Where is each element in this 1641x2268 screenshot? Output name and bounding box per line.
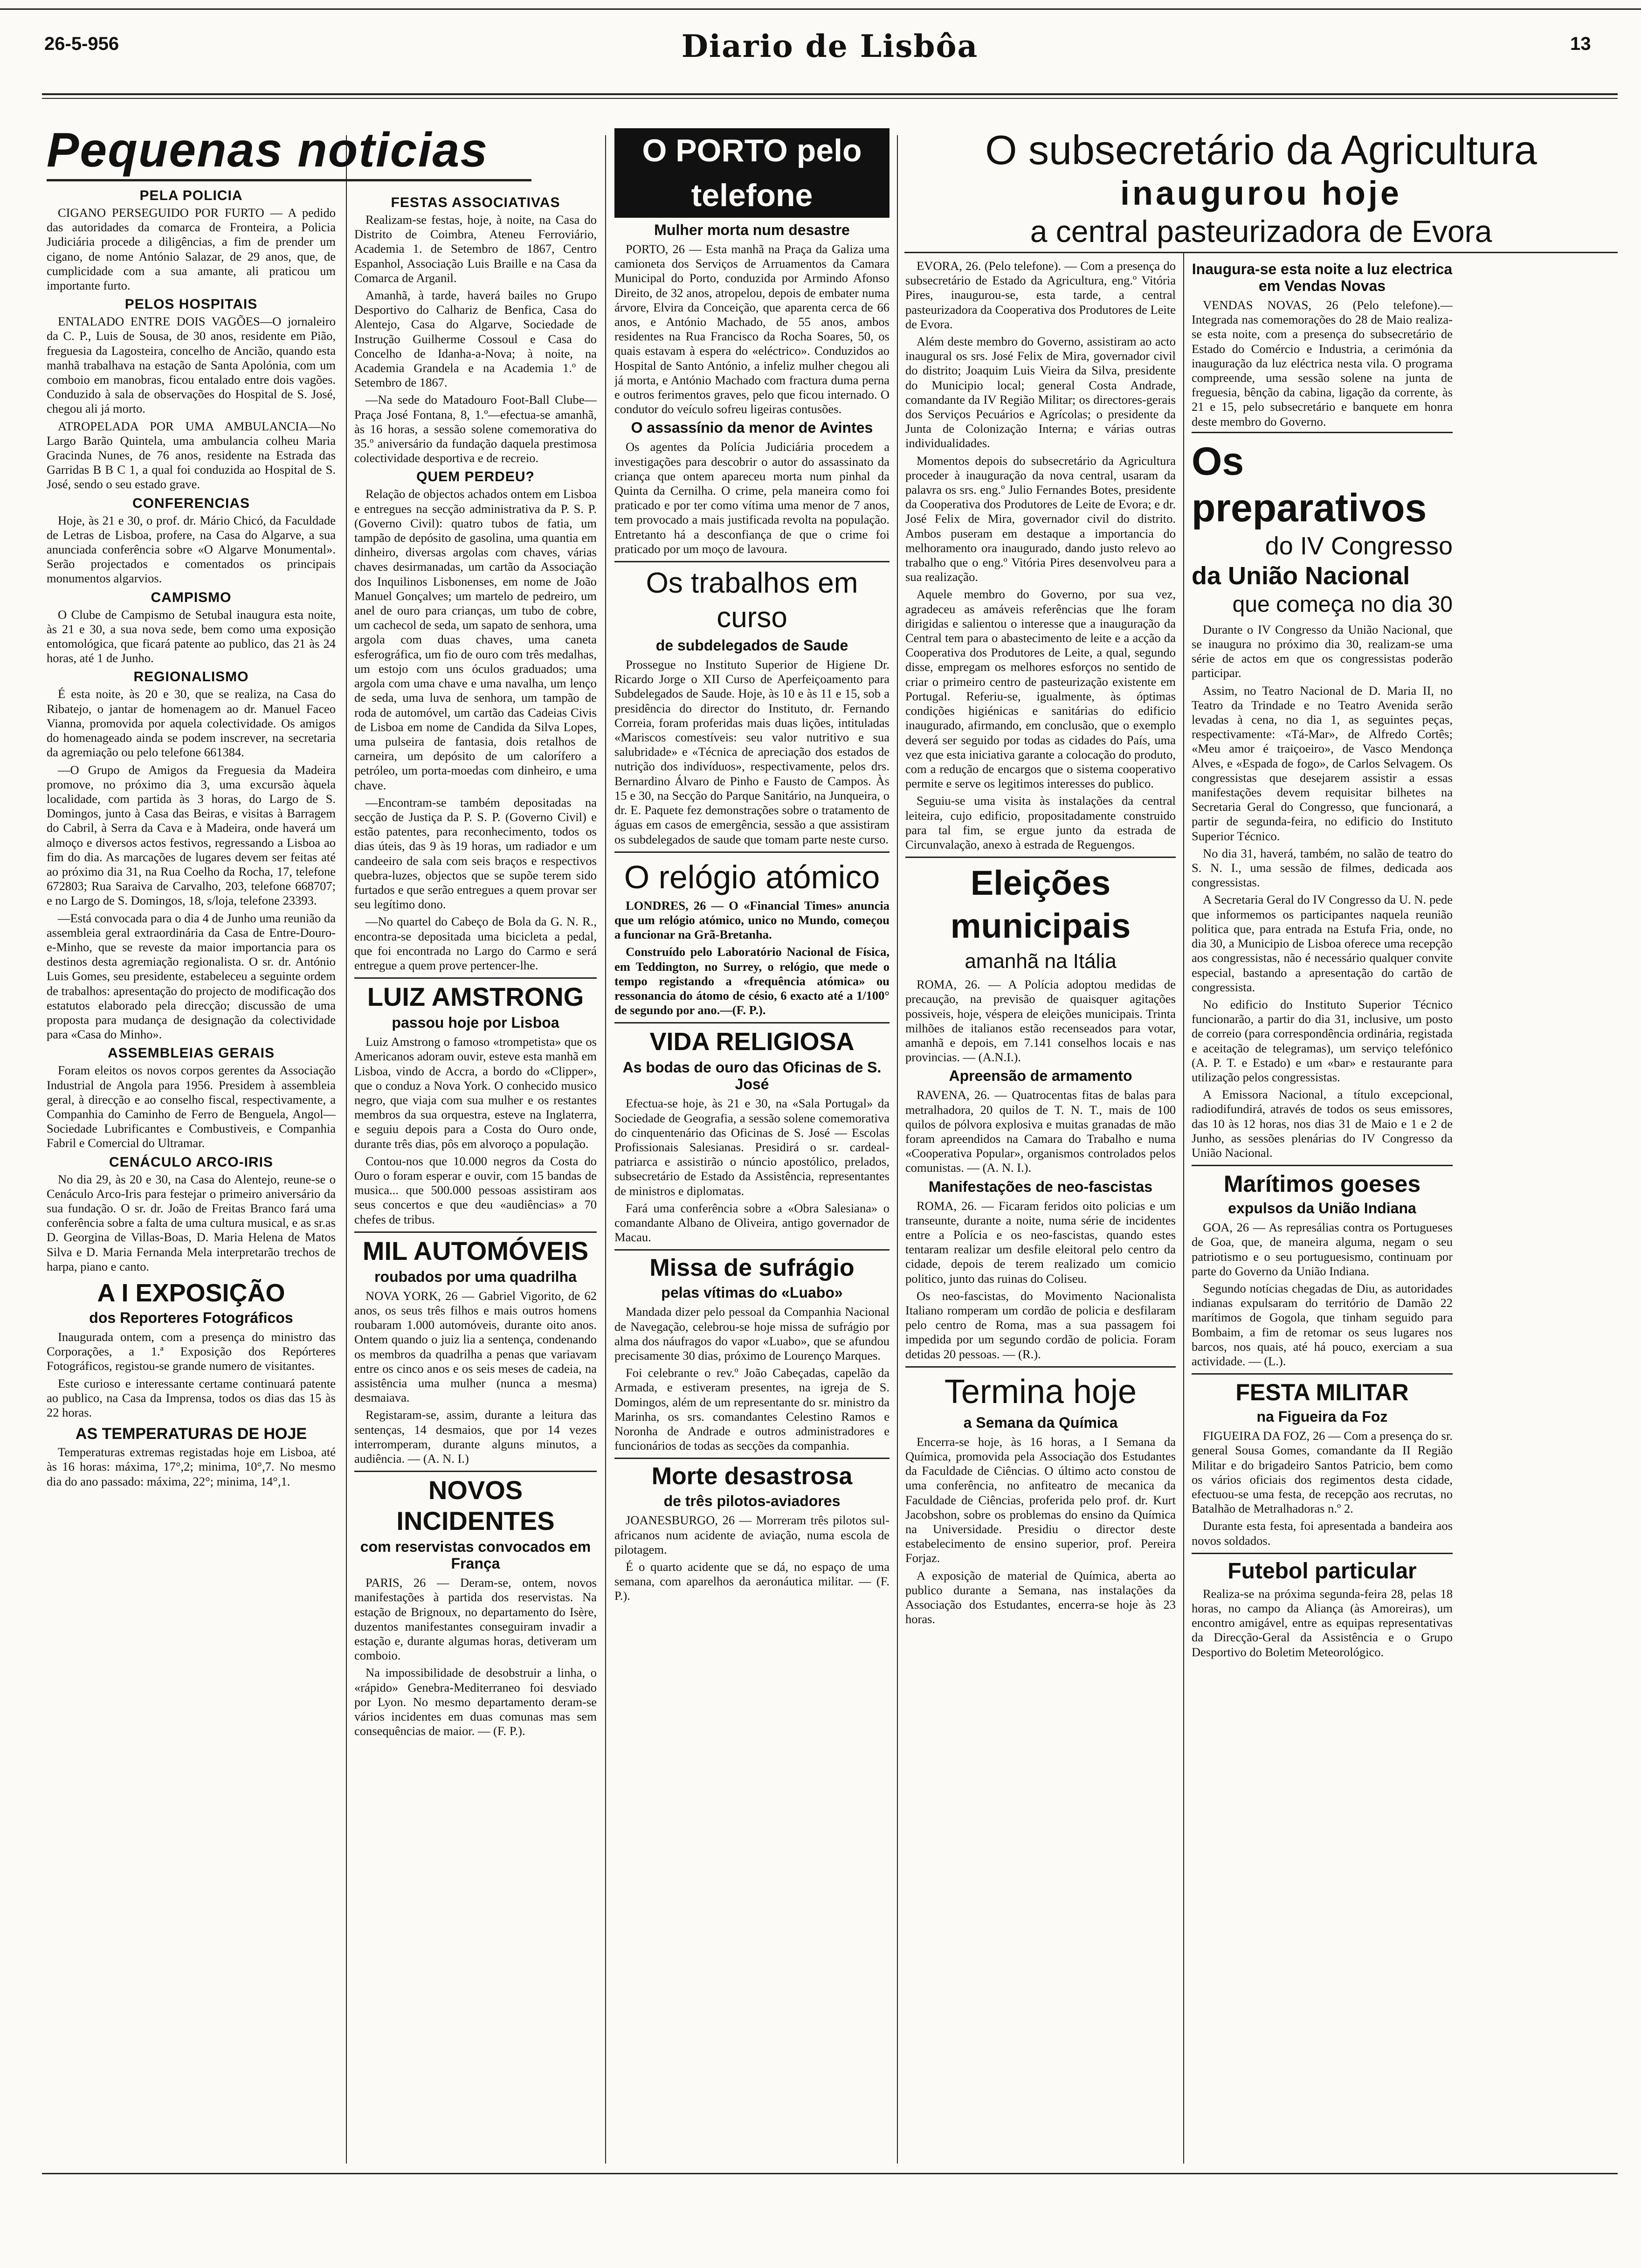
article-text: Realizam-se festas, hoje, à noite, na Casa do Distrito de Coimbra, Ateneu Ferroviário, Academia 1. de Setembro de 1867, Centro Espanhol, Associação Luis Braille e na Casa da Comarca de Arganil. [354,213,597,285]
title-underline [47,179,531,181]
headline-iv-congresso: do IV Congresso [1265,532,1453,560]
subheadline-vendas-novas: Inaugura-se esta noite a luz electrica em Vendas Novas [1192,261,1453,294]
headline-novos-incidentes: NOVOS INCIDENTES [354,1471,597,1536]
article-text: Na impossibilidade de desobstruir a linha, o «rápido» Genebra-Mediterraneo foi desviado por Lyon. No mesmo departamento deram-se vários incidentes em duas comunas mas sem consequências de maior. — (F. P.). [354,1666,597,1738]
subheadline-luiz-amstrong: passou hoje por Lisboa [392,1014,559,1031]
banner-underline [904,252,1618,253]
issue-date: 26-5-956 [44,34,119,54]
heading-quem-perdeu: QUEM PERDEU? [416,469,535,485]
article-text: LONDRES, 26 — O «Financial Times» anuncia que um relógio atómico, unico no Mundo, começou a funcionar na Grã-Bretanha. [614,898,889,942]
article-text: A Emissora Nacional, a título excepcional, radiodifundirá, através de todos os seus emissores, das 10 às 12 horas, nos dias 31 de Maio e 1 e 2 de Junho, as sessões plenárias do IV Congresso da União Nacional. [1192,1087,1453,1160]
subheadline-italia: amanhã na Itália [965,950,1117,973]
header-rule [42,93,1618,95]
subheadline-mil-automoveis: roubados por uma quadrilha [374,1268,577,1285]
article-text: Prossegue no Instituto Superior de Higiene Dr. Ricardo Jorge o XII Curso de Aperfeiçoamento para Subdelegados de Saude. Hoje, às 10 e às 11 e 15, sob a presidência do director do Instituto, dr. Fernando Correia, foram proferidas mais duas lições, intituladas «Mariscos comestíveis: seu valor nutritivo e sua salubridade» e «Técnica de apreciação dos estados de nutrição dos indivíduos», respectivamente, pelos drs. Bernardino Álvaro de Pinho e Fausto de Campos. Às 15 e 30, na Secção do Parque Sanitário, na Junqueira, o dr. E. Paquete fez demonstrações sobre o tratamento de águas em casos de emergência, sessão a que assistiram os subdelegados de saude que tomam parte neste curso. [614,657,889,846]
column-3 [614,128,889,2171]
heading-campismo: CAMPISMO [151,589,232,605]
article-text: RAVENA, 26. — Quatrocentas fitas de balas para metralhadora, 20 quilos de T. N. T., mais de 100 quilos de pólvora explosiva e muitas granadas de mão foram apreendidos na Camara do Trabalho e numa «Cooperativa Popular», organismos controlados pelos comunistas. — (A. N. I.). [905,1088,1176,1175]
article-text: Foi celebrante o rev.º João Cabeçadas, capelão da Armada, e estiveram presentes, na igreja de S. Domingos, além de um representante do sr. ministro da Marinha, os srs. comandantes Celestino Ramos e Noronha de Andrade e outros administradores e funcionários de todas as secções da companhia. [614,1366,889,1453]
article-text: Os agentes da Polícia Judiciária procedem a investigações para descobrir o autor do assassinato da criança que ontem apareceu morta num pinhal da Quinta da Cernilha. O crime, pela maneira como foi praticado e por ter como vítima uma menor de 7 anos, tem provocado a mais justificada revolta na população. Entretanto há a desconfiança de que o crime foi praticado por um moço de lavoura. [614,440,889,556]
heading-regionalismo: REGIONALISMO [133,669,249,685]
bottom-rule [42,2173,1618,2174]
article-text: ROMA, 26. — Ficaram feridos oito policias e um transeunte, durante a noite, numa série de incidentes entre a Polícia e os neo-fascistas, quando estes tentaram realizar um desfile eleitoral pelo centro da cidade, depois de terem realizado um comicio politico, junto das ruinas do Coliseu. [905,1198,1176,1286]
subheadline-figueira-da-foz: na Figueira da Foz [1256,1408,1388,1425]
article-text: FIGUEIRA DA FOZ, 26 — Com a presença do sr. general Sousa Gomes, comandante da II Região Militar e do brigadeiro Santos Patricio, bem como os vários oficiais dos regimentos desta cidade, efectuou-se uma festa, de recepção aos recrutas, no Batalhão de Metralhadoras n.º 2. [1192,1429,1453,1516]
heading-pelos-hospitais: PELOS HOSPITAIS [124,297,258,312]
article-text: O Clube de Campismo de Setubal inaugura esta noite, às 21 e 30, a sua nova sede, bem como uma exposição entomológica, que ficará patente ao publico, das 21 às 24 horas, até 1 de Junho. [47,607,336,665]
article-text: Seguiu-se uma visita às instalações da central leiteira, cujo edificio, propositadamente construido para tal fim, se ergue junto da estrada de Circunvalação, anexo à estrada de Reguengos. [905,794,1176,851]
article-text: Inaugurada ontem, com a presença do ministro das Corporações, a 1.ª Exposição dos Repórteres Fotográficos, registou-se grande numero de visitantes. [47,1330,336,1373]
headline-subsecretario: O subsecretário da Agricultura [985,127,1537,173]
article-text: Segundo notícias chegadas de Diu, as autoridades indianas expulsaram do território de Damão 22 marítimos de Gogola, que tinham seguido para Bombaim, a fim de retomar os seus lugares nos barcos, nos quais, até há pouco, exerciam a sua actividade. — (L.). [1192,1281,1453,1368]
headline-central-pasteurizadora: a central pasteurizadora de Evora [1030,214,1492,249]
article-text: Contou-nos que 10.000 negros da Costa do Ouro o foram esperar e ouvir, com 15 bandas de musica... que 500.000 pessoas assistiram aos seus concertos e que deu «audiências» a 70 chefes de tribus. [354,1154,597,1226]
top-rule [0,8,1641,10]
heading-festas-associativas: FESTAS ASSOCIATIVAS [391,195,560,210]
headline-festa-militar: FESTA MILITAR [1192,1373,1453,1406]
article-text: No dia 31, haverá, também, no salão de teatro do S. N. I., uma sessão de filmes, dedicada aos congressistas. [1192,846,1453,890]
article-text: CIGANO PERSEGUIDO POR FURTO — A pedido das autoridades da comarca de Fronteira, a Policia Judiciária procede a diligências, a fim de prender um cigano, de nome António Salazar, de 29 anos, que, de cumplicidade com a sua amante, ali praticou um importante furto. [47,206,336,293]
article-text: Amanhã, à tarde, haverá bailes no Grupo Desportivo do Calhariz de Benfica, Casa do Alentejo, Casa do Algarve, Sociedade de Instrução Guilherme Cossoul e Casa do Concelho de Idanha-a-Nova; à noite, na Academia Grandela e na Academia 1.º de Setembro de 1867. [354,288,597,390]
article-text: NOVA YORK, 26 — Gabriel Vigorito, de 62 anos, os seus três filhos e mais outros homens roubaram 1.000 automóveis, durante oito anos. Ontem quando o juiz lia a sentença, condenando os membros da quadrilha a penas que variavam entre os cinco anos e os seis meses de cadeia, na assistência uma mulher (nunca a mesma) desmaiava. [354,1288,597,1405]
subheadline-semana-quimica: a Semana da Química [963,1414,1118,1431]
article-text: Mandada dizer pelo pessoal da Companhia Nacional de Navegação, celebrou-se hoje missa de sufrágio por alma dos náufragos do vapor «Luabo», que se afundou precisamente 30 dias, próximo de Lourenço Marques. [614,1305,889,1362]
headline-futebol-particular: Futebol particular [1192,1553,1453,1585]
newspaper-masthead: Diario de Lisbôa [681,28,979,64]
article-text: Foram eleitos os novos corpos gerentes da Associação Industrial de Angola para 1956. Presidem à assembleia geral, à direcção e ao conselho fiscal, respectivamente, a Companhia do Caminho de Ferro de Benguela, Angol—Sociedade Lubrificantes e Combustiveis, e Companhia Fabril e Comercial do Ultramar. [47,1063,336,1150]
article-text: Aquele membro do Governo, por sua vez, agradeceu as amáveis referências que lhe foram dirigidas e salientou o interesse que a inauguração da Central tem para o abastecimento de leite e a acção da Cooperativa dos Produtores de Leite, a qual, segundo disse, empregam os melhores esforços no sentido de criar o primeiro centro de pasteurização existente em Portugal. Referiu-se, igualmente, às óptimas condições higiénicas e sanitárias do edificio inaugurado, afirmando, em conclusão, que o exemplo deverá ser seguido por todas as cidades do País, uma vez que esta iniciativa garante a colocação do produto, com a redução de encargos que o sistema cooperativo permite e serve os legitimos interesses do publico. [905,587,1176,791]
headline-morte-desastrosa: Morte desastrosa [614,1458,889,1491]
article-text: —O Grupo de Amigos da Freguesia da Madeira promove, no próximo dia 3, uma excursão àquela localidade, com partida às 3 horas, do Largo de S. Domingos, junto à Casa das Beiras, e visitas à Barragem do Cabril, à Serra da Cava e à Madeira, onde haverá um almoço e diversos actos festivos, regressando a Lisboa ao fim do dia. As marcações de lugares devem ser feitas até ao próximo dia 31, na Rua Coelho da Rocha, 17, telefone 672803; Rua Saraiva de Carvalho, 203, telefone 668707; e no Largo de S. Domingos, 18, s/loja, telefone 23393. [47,762,336,908]
article-text: —No quartel do Cabeço de Bola da G. N. R., encontra-se depositada uma bicicleta a pedal, que foi encontrada no Largo do Carmo e será entregue a quem prove pertencer-lhe. [354,914,597,972]
heading-cenaculo-arco-iris: CENÁCULO ARCO-IRIS [109,1154,273,1170]
article-text: JOANESBURGO, 26 — Morreram três pilotos sul-africanos num acidente de aviação, numa escola de pilotagem. [614,1513,889,1556]
headline-comeca-dia-30: que começa no dia 30 [1232,592,1453,617]
subheadline-mulher-morta: Mulher morta num desastre [654,221,850,238]
article-text: Durante o IV Congresso da União Nacional, que se inaugura no próximo dia 30, realizam-se uma série de actos em que os congressistas poderão participar. [1192,622,1453,680]
headline-trabalhos-em-curso: Os trabalhos em curso [614,561,889,635]
article-text: No edificio do Instituto Superior Técnico funcionarão, a partir do dia 31, inclusive, um posto de correio (para correspondência ordinária, registada e aceitação de telegramas), um serviço telefónico (A. P. T. e Estado) e um «bar» e restaurante para utilização pelos congressistas. [1192,997,1453,1084]
article-text: Realiza-se na próxima segunda-feira 28, pelas 18 horas, no campo da Aliança (às Amoreiras), um encontro amigável, entre as equipas representativas da Direcção-Geral da Assistência e o Grupo Desportivo do Boletim Meteorológico. [1192,1586,1453,1659]
article-text: Temperaturas extremas registadas hoje em Lisboa, até às 16 horas: máxima, 17°,2; minima, 10°,7. No mesmo dia do ano passado: máxima, 22°; minima, 14°,1. [47,1445,336,1488]
subheadline-assassinio-menor: O assassínio da menor de Avintes [631,419,873,436]
column-rule [605,135,606,2164]
page-number: 13 [1570,34,1591,54]
article-text: A exposição de material de Química, aberta ao publico durante a Semana, nas instalações da Associação dos Estudantes, encerra-se hoje às 23 horas. [905,1568,1176,1626]
article-text: No dia 29, às 20 e 30, na Casa do Alentejo, reune-se o Cenáculo Arco-Iris para festejar o primeiro aniversário da sua fundação. O sr. dr. João de Freitas Branco fará uma conferência sobre a falta de uma cultura musical, e as sr.as D. Georgina de Villas-Boas, D. Maria Helena de Matos Silva e D. Maria Fernanda Mela interpretarão trechos de harpa, piano e canto. [47,1172,336,1273]
heading-assembleias-gerais: ASSEMBLEIAS GERAIS [107,1045,275,1061]
article-text: PORTO, 26 — Esta manhã na Praça da Galiza uma camioneta dos Serviços de Arruamentos da Camara Municipal do Porto, conduzida por Armindo Afonso Direito, de 32 anos, atropelou, depois de embater numa árvore, Elvira da Conceição, que aparenta cerca de 66 anos, e António Machado, de 55 anos, ambos residentes na Rua Francisco da Rocha Soares, 50, os quais estavam à espera do «eléctrico». Conduzidos ao Hospital de Santo António, a infeliz mulher chegou ali já morta, e António Machado com fractura duma perna e outros ferimentos graves, pelo que ficou internado. O condutor do veículo sofreu ligeiras contusões. [614,242,889,416]
headline-maritimos-goeses: Marítimos goeses [1192,1165,1453,1198]
subheadline-exposicao: dos Reporteres Fotográficos [89,1309,293,1326]
column-1 [47,184,336,2171]
headline-preparativos: Os preparativos [1192,432,1453,531]
subheadline-apreensao: Apreensão de armamento [949,1067,1132,1085]
article-text: Momentos depois do subsecretário da Agricultura proceder à inauguração da nova central, usaram da palavra os srs. eng.º Julio Fernandes Botes, presidente da Cooperativa dos Produtores de Leite de Evora; e dr. José Felix de Mira, governador civil do distrito. Ambos puseram em destaque a importancia do melhoramento ora inaugurado, dando justo relevo ao trabalho que o eng.º Vitória Pires desenvolveu para a sua realização. [905,453,1176,584]
headline-temperaturas: AS TEMPERATURAS DE HOJE [75,1425,307,1443]
article-text: Hoje, às 21 e 30, o prof. dr. Mário Chicó, da Faculdade de Letras de Lisboa, profere, na Casa do Algarve, a sua anunciada conferência sobre «O Algarve Monumental». Serão projectados e comentados os principais monumentos algarvios. [47,513,336,586]
heading-pela-policia: PELA POLICIA [139,188,243,203]
article-text: Construído pelo Laboratório Nacional de Física, em Teddington, no Surrey, o relógio, que mede o tempo registando a «frequência atómica» ou ressonancia do átomo de césio, 6 exacto até a 1/100° de segundo por ano.—(F. P.). [614,945,889,1017]
column-5 [1192,259,1453,2171]
article-text: EVORA, 26. (Pelo telefone). — Com a presença do subsecretário de Estado da Agricultura, eng.º Vitória Pires, inaugurou-se, esta tarde, a central pasteurizadora da Cooperativa dos Produtores de Leite de Evora. [905,259,1176,331]
article-text: Efectua-se hoje, às 21 e 30, na «Sala Portugal» da Sociedade de Geografia, a sessão solene comemorativa do cinquentenário das Oficinas de S. José — Escolas Profissionais Salesianas. Presidirá o sr. cardeal-patriarca e assistirão o núncio apostólico, prelados, subsecretário de Estado da Assistência, representantes de ministros e diplomatas. [614,1096,889,1198]
article-text: Registaram-se, assim, durante a leitura das sentenças, 14 desmaios, que por 14 vezes interromperam, durante alguns minutos, a audiência. — (A. N. I.) [354,1408,597,1466]
headline-luiz-amstrong: LUIZ AMSTRONG [354,977,597,1012]
article-text: Os neo-fascistas, do Movimento Nacionalista Italiano romperam um cordão de policia e desfilaram pelo centro de Roma, mas a sua passagem foi impedida por um segundo cordão de policia. Foram detidas 20 pessoas. — (R.). [905,1288,1176,1361]
headline-vida-religiosa: VIDA RELIGIOSA [614,1022,889,1057]
headline-inaugurou-hoje: inaugurou hoje [1120,175,1402,212]
article-text: Assim, no Teatro Nacional de D. Maria II, no Teatro da Trindade e no Teatro Avenida serão levadas à cena, no dia 1, as seguintes peças, respectivamente: «Tá-Mar», de Alfredo Cortês; «Meu amor é traiçoeiro», de Vasco Mendonça Alves, e «Espada de fogo», de Carlos Selvagem. Os congressistas que desejarem assistir a essas manifestações devem requisitar bilhetes na Secretaria Geral do Congresso, que funcionará, a partir de segunda-feira, no edificio do Instituto Superior Técnico. [1192,683,1453,843]
article-text: ENTALADO ENTRE DOIS VAGÕES—O jornaleiro da C. P., Luis de Sousa, de 30 anos, residente em Pião, freguesia da Lagosteira, concelho de Ancião, quando esta manhã trabalhava na estação de Santa Apolónia, com um comboio em manobras, ficou entalado entre dois vagões. Conduzido à sala de observações do Hospital de S. José, chegou ali já morto. [47,314,336,416]
headline-mil-automoveis: MIL AUTOMÓVEIS [354,1231,597,1266]
headline-uniao-nacional: da União Nacional [1192,561,1410,590]
article-text: Este curioso e interessante certame continuará patente ao publico, na Casa da Imprensa, todos os dias das 15 às 22 horas. [47,1376,336,1420]
headline-exposicao: A I EXPOSIÇÃO [97,1279,285,1307]
subheadline-neo-fascistas: Manifestações de neo-fascistas [928,1178,1153,1195]
column-rule [346,135,347,2164]
masthead-bar [0,0,1641,112]
subheadline-uniao-indiana: expulsos da União Indiana [1228,1200,1416,1217]
headline-relogio-atomico: O relógio atómico [614,851,889,897]
article-text: Além deste membro do Governo, assistiram ao acto inaugural os srs. José Felix de Mira, governador civil do distrito; Joaquim Luis Vieira da Silva, presidente do Municipio local; general Costa Andrade, comandante da IV Região Militar; os directores-gerais dos Serviços Pecuários e Agrícolas; o presidente da Junta de Colonização Interna; e várias outras individualidades. [905,334,1176,450]
banner-headline [904,126,1618,252]
article-text: A Secretaria Geral do IV Congresso da U. N. pede que informemos os participantes naquela reunião politica que, para entrada na Estufa Fria, onde, no dia 30, a Municipio de Lisboa oferece uma recepção aos congressistas, não é necessário qualquer convite especial, bastando a apresentação do cartão de congressista. [1192,892,1453,994]
article-text: —Está convocada para o dia 4 de Junho uma reunião da assembleia geral extraordinária da Casa de Entre-Douro-e-Minho, que se reveste da maior importancia para os destinos desta agremiação regionalista. O sr. dr. António Luis Gomes, seu presidente, estabeleceu a seguinte ordem de trabalhos: apresentação do projecto de modificação dos estatutos elaborado pela direcção; discussão de uma proposta para mudança de designação da colectividade para «Casa do Minho». [47,911,336,1042]
article-text: Relação de objectos achados ontem em Lisboa e entregues na secção administrativa da P. S. P. (Governo Civil): quatro tubos de fatia, um tampão de depósito de gasolina, uma quantia em dinheiro, diversas argolas com chaves, várias chaves desirmanadas, um cartão da Associação dos Inquilinos Lisbonenses, em nome de João Manuel Gonçalves; um martelo de pedreiro, um anel de ouro para crianças, um tubo de cobre, um cachecol de seda, um sapato de senhora, uma argola com duas chaves, uma caneta esferográfica, um fio de ouro com três medalhas, um estojo com uns óculos graduados; uma argola com uma chave e uma navalha, um lenço de seda, uma luva de senhora, um tampão de roda de automóvel, um cartão das Cadeias Civis de Lisboa em nome de Candida da Silva Lopes, uma pulseira de fantasia, dois retalhos de carneira, um depósito de um calorífero a petróleo, um porta-moedas com dinheiro, e uma chave. [354,487,597,792]
headline-termina-hoje: Termina hoje [905,1366,1176,1412]
headline-missa-de-sufragio: Missa de sufrágio [614,1249,889,1282]
article-text: ATROPELADA POR UMA AMBULANCIA—No Largo Barão Quintela, uma ambulancia colheu Maria Gracinda Nunes, de 76 anos, residente na Estrada das Garridas B B C 1, a qual foi conduzida ao Hospital de S. José, sendo o seu estado grave. [47,419,336,491]
article-text: ROMA, 26. — A Polícia adoptou medidas de precaução, na previsão de quaisquer agitações possiveis, hoje, véspera de eleições municipais. Trinta milhões de italianos estão recenseados para votar, amanhã e depois, em 7.141 conselhos locais e nas provincias. — (A.N.I.). [905,977,1176,1065]
article-text: —Na sede do Matadouro Foot-Ball Clube—Praça José Fontana, 8, 1.º—efectua-se amanhã, às 16 horas, a sessão solene comemorativa do 35.º aniversário da fundação daquela prestimosa colectividade desportiva e de recreio. [354,393,597,465]
subheadline-novos-incidentes: com reservistas convocados em França [360,1538,591,1572]
article-text: É o quarto acidente que se dá, no espaço de uma semana, com aparelhos da aeronáutica militar. — (F. P.). [614,1560,889,1603]
column-rule [897,135,898,2164]
article-text: Fará uma conferência sobre a «Obra Salesiana» o comandante Albano de Oliveira, antigo governador de Macau. [614,1201,889,1245]
heading-conferencias: CONFERENCIAS [132,495,250,511]
subheadline-subdelegados: de subdelegados de Saude [655,637,848,654]
article-text: VENDAS NOVAS, 26 (Pelo telefone).—Integrada nas comemorações do 28 de Maio realiza-se esta noite, com a presença do subsecretário de Estado do Comércio e Industria, a cerimónia da inauguração da luz eléctrica nesta vila. O programa compreende, uma sessão solene na junta de freguesia, bênção da cabina, ligação da corrente, às 21 e 15, pelo subsecretário e banquete em honra deste membro do Governo. [1192,298,1453,429]
article-text: Luiz Amstrong o famoso «trompetista» que os Americanos adoram ouvir, esteve esta manhã em Lisboa, vindo de Accra, a bordo do «Clipper», que o conduz a Nova York. O conhecido musico negro, que viaja com sua mulher e os restantes membros da sua orquestra, esteve na Inglaterra, e seguiu depois para a Costa do Ouro onde, durante três dias, pôs em alvoroço a população. [354,1035,597,1151]
header-rule-thin [42,98,1618,99]
headline-eleicoes-municipais: Eleições municipais [905,857,1176,947]
section-title-pequenas-noticias: Pequenas noticias [47,123,489,177]
subheadline-luabo: pelas vítimas do «Luabo» [661,1284,843,1301]
subheadline-pilotos-aviadores: de três pilotos-aviadores [663,1493,841,1510]
column-4 [905,259,1176,2171]
article-text: GOA, 26 — As represálias contra os Portugueses de Goa, que, de maneira alguma, negam o seu patriotismo e o seu portuguesismo, continuam por parte do Governo da União Indiana. [1192,1220,1453,1278]
article-text: É esta noite, às 20 e 30, que se realiza, na Casa do Ribatejo, o jantar de homenagem ao dr. Manuel Faceo Vianna, promovida por aquela colectividade. Os amigos do homenageado ainda se podem inscrever, na secretaria da agremiação ou pelo telefone 661384. [47,687,336,760]
column-2 [354,191,597,2168]
article-text: PARIS, 26 — Deram-se, ontem, novos manifestações à partida dos reservistas. Na estação de Brignoux, no departamento do Isère, duzentos manifestantes conseguiram invadir a estação e, durante algumas horas, detiveram um comboio. [354,1576,597,1663]
article-text: Durante esta festa, foi apresentada a bandeira aos novos soldados. [1192,1519,1453,1548]
article-text: —Encontram-se também depositadas na secção de Justiça da P. S. P. (Governo Civil) e estão patentes, para reconhecimento, todos os dias úteis, das 9 às 19 horas, um radiador e um candeeiro de sala com seis braços e respectivos quebra-luzes, objectos que se supõe terem sido furtados e que serão entregues a quem provar ser seu legítimo dono. [354,795,597,912]
headline-porto-pelo-telefone: O PORTO pelo telefone [614,128,889,218]
subheadline-bodas-de-ouro: As bodas de ouro das Oficinas de S. José [622,1059,882,1093]
article-text: Encerra-se hoje, às 16 horas, a I Semana da Química, promovida pela Associação dos Estudantes da Faculdade de Ciências. O último acto constou de uma conferência, no anfiteatro de mecanica da Faculdade de Ciências, proferida pelo prof. dr. Kurt Jacobshon, sobre os problemas do ensino da Química na Universidade. Presidiu o director deste estabelecimento de ensino superior, prof. Pereira Forjaz. [905,1434,1176,1565]
column-rule [1183,252,1184,2164]
